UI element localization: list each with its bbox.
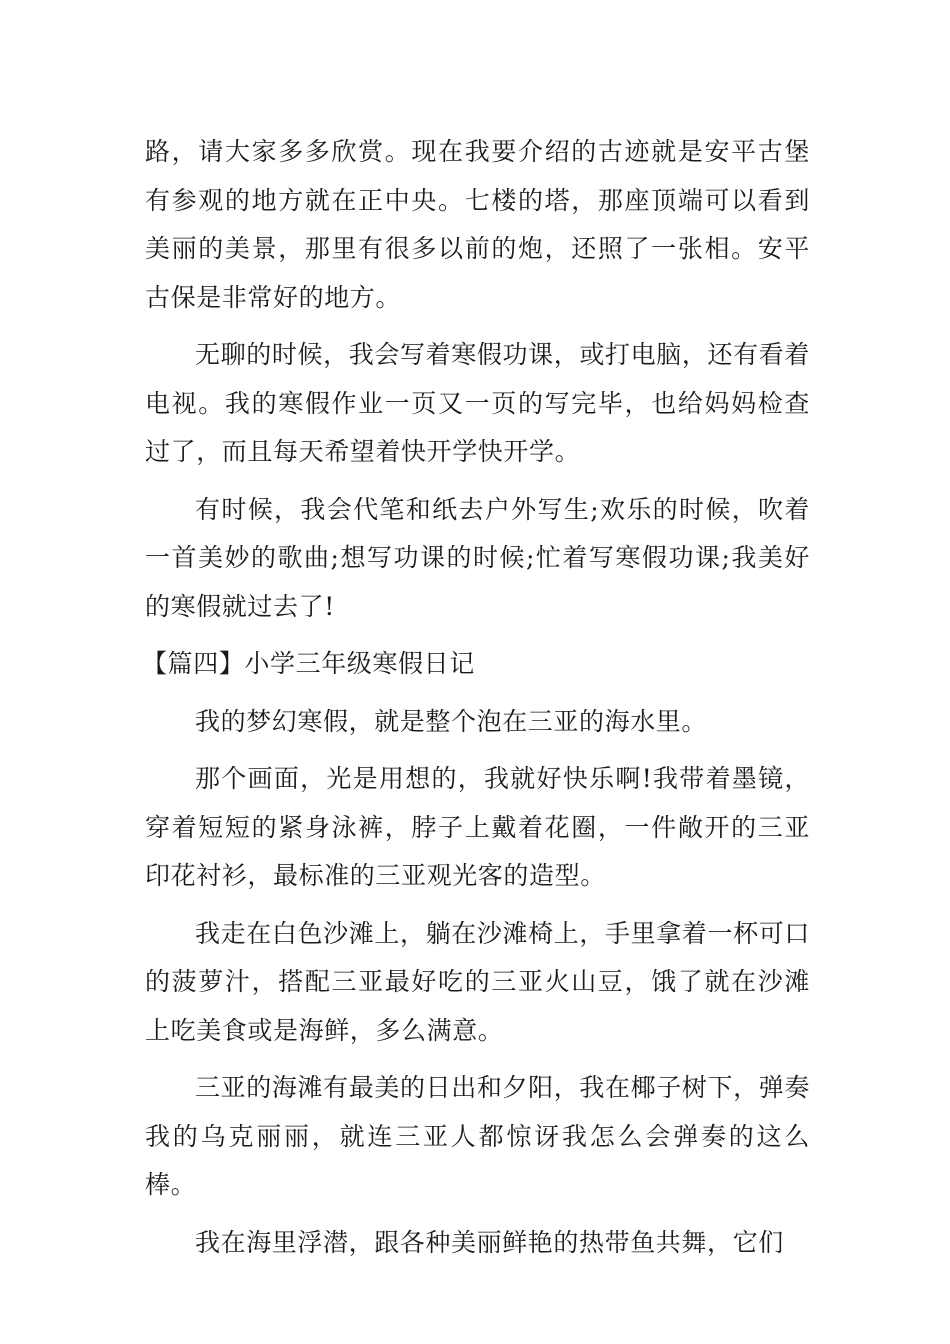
paragraph: 我走在白色沙滩上，躺在沙滩椅上，手里拿着一杯可口的菠萝汁，搭配三亚最好吃的三亚火山豆，饿了就在沙滩上吃美食或是海鲜，多么满意。	[145, 918, 810, 1045]
section-heading: 【篇四】小学三年级寒假日记	[142, 649, 475, 678]
paragraph: 我在海里浮潜，跟各种美丽鲜艳的热带鱼共舞，它们	[195, 1227, 784, 1257]
paragraph: 三亚的海滩有最美的日出和夕阳，我在椰子树下，弹奏我的乌克丽丽，就连三亚人都惊讶我怎么会弹奏的这么棒。	[145, 1073, 810, 1199]
paragraph: 无聊的时候，我会写着寒假功课，或打电脑，还有看着电视。我的寒假作业一页又一页的写完毕，也给妈妈检查过了，而且每天希望着快开学快开学。	[145, 340, 810, 466]
document-body	[142, 128, 810, 1276]
paragraph: 那个画面，光是用想的，我就好快乐啊!我带着墨镜，穿着短短的紧身泳裤，脖子上戴着花圈，一件敞开的三亚印花衬衫，最标准的三亚观光客的造型。	[145, 764, 810, 890]
paragraph: 有时候，我会代笔和纸去户外写生;欢乐的时候，吹着一首美妙的歌曲;想写功课的时候;忙着写寒假功课;我美好的寒假就过去了!	[145, 494, 810, 621]
paragraph-continuation: 路，请大家多多欣赏。现在我要介绍的古迹就是安平古堡有参观的地方就在正中央。七楼的塔，那座顶端可以看到美丽的美景，那里有很多以前的炮，还照了一张相。安平古保是非常好的地方。	[145, 137, 810, 312]
paragraph: 我的梦幻寒假，就是整个泡在三亚的海水里。	[195, 706, 708, 736]
